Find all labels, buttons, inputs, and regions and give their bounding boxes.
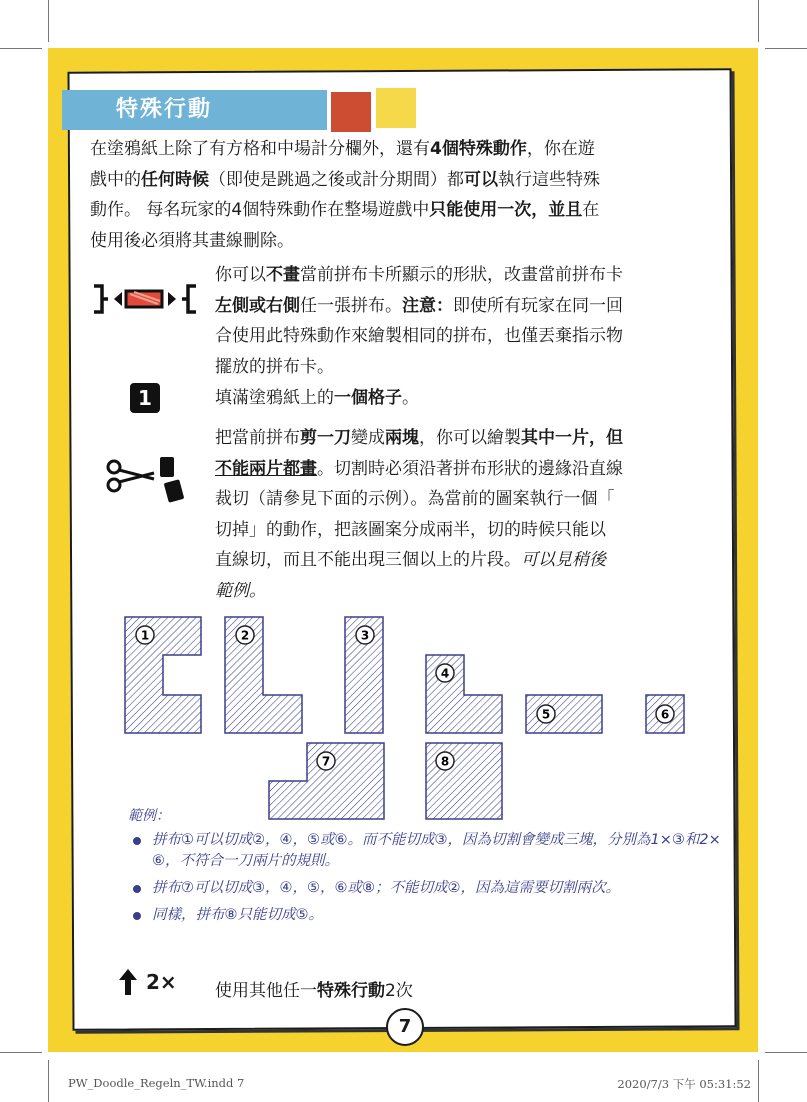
shape-7 (269, 743, 384, 819)
example-item: 同樣，拼布⑧只能切成⑤。 (132, 905, 722, 926)
text: 在塗鴉紙上除了有方格和中場計分欄外，還有 (90, 139, 430, 159)
bold-text: 任何時候 (141, 169, 209, 190)
shape-label: 7 (321, 754, 331, 769)
bold-text: 注意： (402, 295, 453, 316)
text: 填滿塗鴉紙上的 (215, 388, 334, 408)
action4-text (215, 976, 725, 1007)
text: ，你可以繪製 (419, 428, 521, 448)
bold-text: 左側或右側 (215, 295, 300, 316)
bold-text: 只能使用一次，並且 (429, 200, 583, 220)
example-item: 拼布⑦可以切成③，④，⑤，⑥或⑧；不能切成②，因為這需要切割兩次。 (132, 878, 722, 899)
text: 使用其他任一 (215, 981, 317, 1001)
text: 合使用此特殊動作來繪製相同的拼布，也僅丟棄指示物 (215, 326, 623, 346)
shape-5 (526, 695, 602, 733)
text: 即使所有玩家在同一回 (453, 295, 623, 316)
shape-label: 6 (660, 707, 670, 722)
text: 把當前拼布 (215, 428, 300, 448)
shape-label: 3 (360, 628, 370, 643)
shape-label: 4 (440, 666, 450, 681)
text: 切掉」的動作，把該圖案分成兩半，切的時候只能以 (215, 519, 606, 540)
bold-text: 特殊行動 (317, 981, 385, 1001)
text: 2次 (385, 981, 413, 1001)
text: ，你在遊 (526, 139, 595, 159)
text: 裁切（請參見下面的示例）。為當前的圖案執行一個「 (215, 489, 615, 509)
bold-text: 可以 (464, 169, 498, 190)
shape-3 (345, 617, 383, 733)
shape-label: 5 (541, 707, 551, 722)
text: 擺放的拼布卡。 (215, 356, 334, 377)
italic-text: 可以見稍後 (521, 550, 606, 570)
bold-text: 其中一片，但 (521, 428, 623, 448)
shape-label: 1 (140, 628, 150, 643)
shape-8 (426, 743, 502, 819)
text: 戲中的 (90, 169, 141, 190)
example-list (132, 830, 722, 932)
text: 在 (582, 200, 600, 220)
text: 動作。 每名玩家的4個特殊動作在整場遊戲中 (90, 200, 430, 220)
shape-1 (125, 617, 201, 733)
bold-text: 剪一刀 (300, 428, 351, 448)
shape-4 (426, 655, 502, 733)
example-label: 範例： (128, 808, 170, 824)
text: 。 (402, 388, 419, 408)
shape-label: 2 (240, 628, 250, 643)
bold-text: 兩塊 (385, 428, 419, 448)
section-title: 特殊行動 (116, 97, 213, 122)
text: 直線切，而且不能出現三個以上的片段。 (215, 550, 521, 570)
text: 使用後必須將其畫線刪除。 (90, 230, 294, 251)
footer-timestamp: 2020/7/3 下午 05:31:52 (617, 1077, 751, 1091)
bold-text: 不畫 (266, 265, 300, 285)
text: 當前拼布卡所顯示的形狀，改畫當前拼布卡 (300, 265, 623, 285)
italic-text: 範例。 (215, 580, 266, 601)
text: 變成 (351, 428, 385, 448)
up-arrow-icon (118, 968, 138, 996)
bold-text: 不能兩片都畫 (215, 458, 317, 479)
shape-label: 8 (440, 754, 450, 769)
shape-2 (225, 617, 302, 733)
one-square-icon: 1 (130, 383, 160, 413)
shape-6 (646, 695, 684, 733)
footer-file: PW_Doodle_Regeln_TW.indd 7 (68, 1076, 245, 1090)
text: 你可以 (215, 265, 266, 285)
page-number: 7 (386, 1008, 424, 1046)
text: 。切割時必須沿著拼布形狀的邊緣沿直線 (317, 458, 623, 479)
bold-text: 4個特殊動作 (430, 139, 527, 159)
text: （即使是跳過之後或計分期間）都 (209, 169, 464, 190)
text: 任一張拼布。 (300, 295, 402, 316)
text: 執行這些特殊 (498, 169, 600, 190)
bold-text: 一個格子 (334, 388, 402, 408)
times-two-label: 2× (146, 970, 177, 994)
example-item: 拼布①可以切成②，④，⑤或⑥。而不能切成③，因為切割會變成三塊，分別為1×③和2× ⑥，不符合一刀兩片的規則。 (132, 830, 722, 872)
